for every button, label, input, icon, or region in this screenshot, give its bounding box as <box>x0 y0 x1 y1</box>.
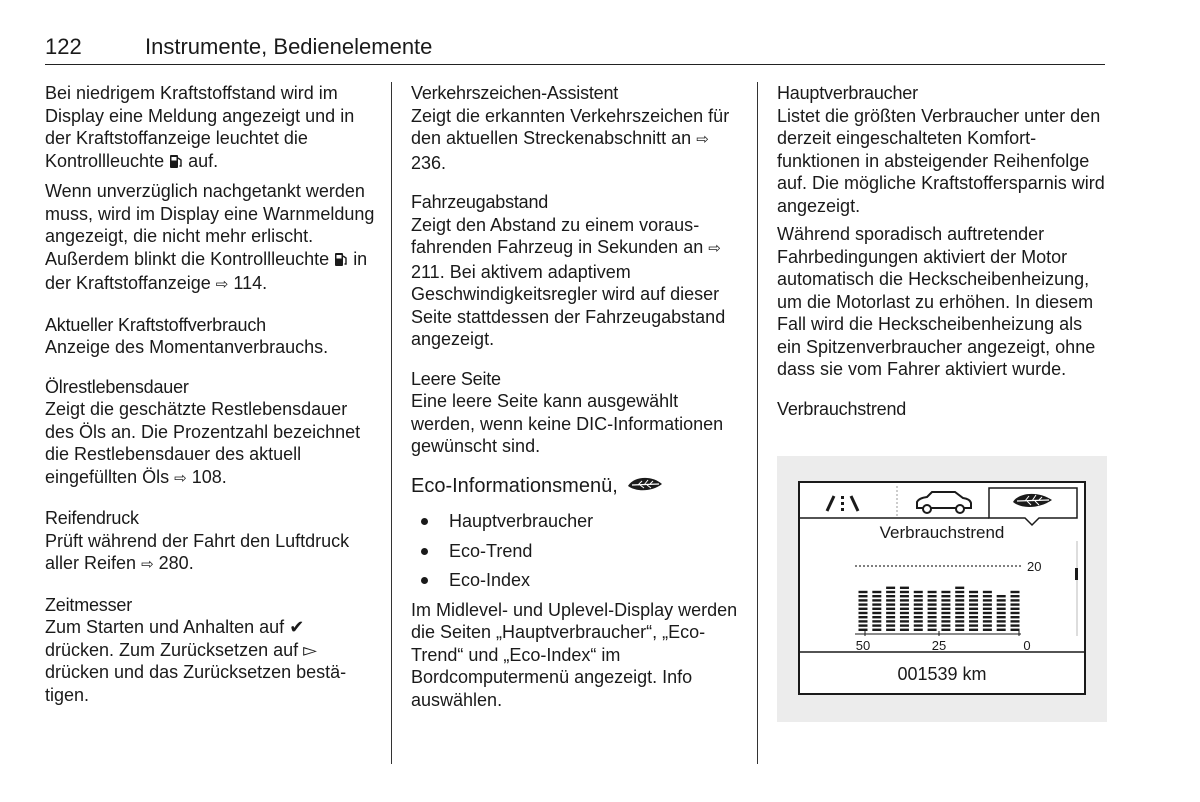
text: Wenn unverzüglich nachgetankt werden muss, wird im Display eine Warnmeldung angezeigt, die nicht mehr erlischt. Außerdem blinkt die Kontrollleuchte <box>45 181 375 269</box>
text: Zeigt die erkannten Verkehrszeichen für den aktuellen Streckenabschnitt an <box>411 105 730 148</box>
text: Bei niedrigem Kraftstoffstand wird im Display eine Meldung angezeigt und in der Kraftstoffanzeige leuchtet die Kontrollleuchte <box>45 83 355 171</box>
page-reference-icon: ⇨ <box>141 556 154 573</box>
paragraph <box>411 214 741 351</box>
text: auswählen. <box>411 689 503 710</box>
column-1 <box>45 82 375 723</box>
text: Eco-Informationsmenü, <box>411 475 618 497</box>
column-divider <box>391 82 392 764</box>
fuel-warning-icon <box>169 152 183 175</box>
page-reference-icon: ⇨ <box>696 131 709 148</box>
x-tick-label: 25 <box>931 638 947 653</box>
paragraph <box>45 530 375 577</box>
page-header <box>45 34 1105 65</box>
info-keyword: Info <box>662 667 693 687</box>
column-divider <box>757 82 758 764</box>
text: Prüft während der Fahrt den Luftdruck aller Reifen <box>45 530 350 573</box>
section-heading: Verbrauchstrend <box>777 398 907 419</box>
x-tick-label: 50 <box>855 638 871 653</box>
page-reference-icon: ⇨ <box>215 276 229 293</box>
display-illustration <box>777 456 1107 722</box>
text: auf. <box>188 150 219 171</box>
y-tick-label: 20 <box>1027 559 1042 574</box>
text: Zeigt die geschätzte Restlebensdauer des Öls an. Die Prozentzahl bezeichnet die Restlebensdauer des aktuell eingefüllten Öls <box>45 399 361 487</box>
paragraph <box>45 180 375 297</box>
eco-menu-list <box>411 510 741 592</box>
text: drücken. Zum Zurücksetzen auf <box>45 639 299 660</box>
page-reference-icon: ⇨ <box>174 469 187 487</box>
fuel-warning-icon <box>334 250 348 273</box>
text: in der Kraftstoffanzeige <box>45 248 368 293</box>
odometer-readout: 001539 km <box>897 664 987 684</box>
display-screen <box>777 456 1107 722</box>
page-title: Instrumente, Bedienelemente <box>145 34 433 59</box>
list-item: Eco-Index <box>411 569 741 592</box>
section-heading: Leere Seite <box>411 368 501 389</box>
page-number: 122 <box>45 34 82 59</box>
check-icon: ✔ <box>289 617 305 637</box>
eco-leaf-icon <box>626 475 664 499</box>
section-heading: Zeitmesser <box>45 594 133 615</box>
list-item: Hauptverbraucher <box>411 510 741 533</box>
scrollbar-thumb <box>1075 568 1078 580</box>
paragraph <box>45 398 375 490</box>
paragraph: Anzeige des Momentanverbrauchs. <box>45 337 329 357</box>
section-heading-large <box>411 475 741 499</box>
list-item: Eco-Trend <box>411 540 741 563</box>
page-reference: 108. <box>191 466 227 487</box>
section-heading: Ölrestlebensdauer <box>45 376 189 397</box>
text: Bei aktivem adaptivem Geschwindigkeitsregler wird auf dieser Seite stattdessen der Fahrzeugabstand angezeigt. <box>411 261 726 349</box>
paragraph: Eine leere Seite kann ausgewählt werden, wenn keine DIC-Informationen gewünscht sind. <box>411 391 724 456</box>
x-tick-label: 0 <box>1023 638 1031 653</box>
page-reference: 114. <box>233 273 268 293</box>
column-3 <box>777 82 1107 420</box>
text: Zeigt den Abstand zu einem vorausfahrenden Fahrzeug in Sekunden an <box>411 214 704 257</box>
text: drücken und das Zurücksetzen bestätigen. <box>45 662 347 705</box>
section-heading: Fahrzeugabstand <box>411 192 549 212</box>
page-reference: 211. <box>411 261 445 282</box>
section-heading: Hauptverbraucher <box>777 83 918 103</box>
page-reference: 280. <box>158 553 194 573</box>
paragraph <box>411 105 741 175</box>
paragraph: Während sporadisch auftretender Fahrbedingungen aktiviert der Motor automatisch die Heckscheibenheizung, um die Motorlast zu erhöhen. In diesem Fall wird die Heckscheibenheizung als ein Spitzenverbraucher angezeigt, ohne dass sie vom Fahrer aktiviert wurde. <box>777 224 1096 379</box>
play-icon: ▻ <box>303 639 317 660</box>
section-heading: Aktueller Kraftstoffverbrauch <box>45 314 266 335</box>
text: Im Midlevel- und Uplevel-Display werden die Seiten „Hauptverbraucher“, „Eco-Trend“ und „Eco-Index“ im Bordcomputermenü angezeigt. <box>411 599 738 687</box>
text: Zum Starten und Anhalten auf <box>45 617 285 637</box>
display-title: Verbrauchstrend <box>879 523 1005 542</box>
page-reference: 236. <box>411 152 447 173</box>
section-heading: Verkehrszeichen-Assistent <box>411 83 619 103</box>
section-heading: Reifendruck <box>45 508 139 528</box>
page-reference-icon: ⇨ <box>708 240 721 257</box>
column-2 <box>411 82 741 711</box>
paragraph: Listet die größten Verbraucher unter den derzeit eingeschalteten Komfortfunktionen in absteigender Reihenfolge auf. Die mögliche Kraftstoffersparnis wird angezeigt. <box>777 105 1105 216</box>
paragraph <box>411 599 741 712</box>
chart-bar <box>997 595 1006 631</box>
paragraph <box>45 82 375 174</box>
paragraph <box>45 616 375 706</box>
